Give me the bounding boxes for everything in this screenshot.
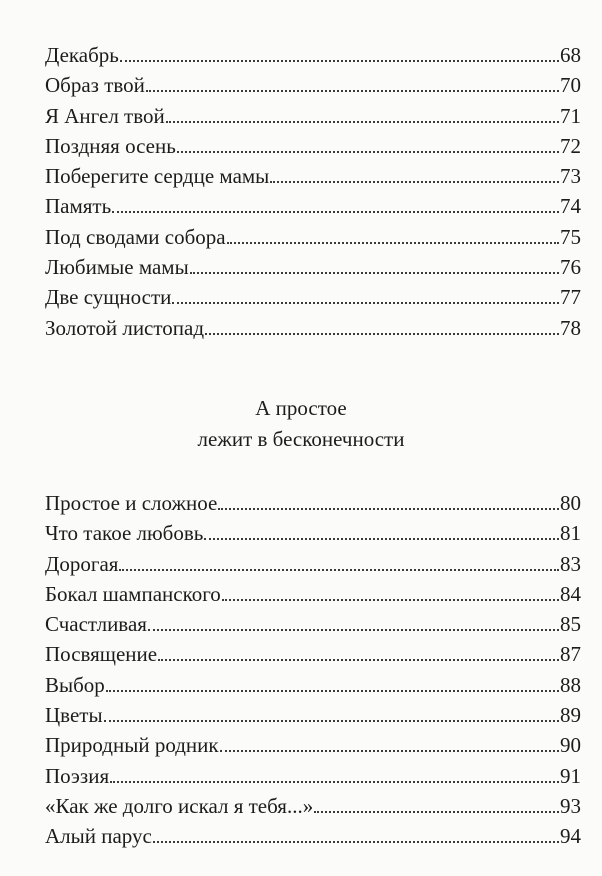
toc-dot-leader xyxy=(153,841,559,843)
section-heading-line2: лежит в бесконечности xyxy=(197,427,405,451)
toc-entry xyxy=(45,639,581,669)
toc-entry-page: 93 xyxy=(560,793,581,818)
toc-dot-leader xyxy=(222,599,559,601)
toc-dot-leader xyxy=(146,90,559,92)
toc-dot-leader xyxy=(112,211,559,213)
toc-entry xyxy=(45,791,581,821)
toc-entry-title: Поэзия xyxy=(45,763,110,788)
toc-entry-title: Золотой листопад xyxy=(45,315,205,340)
toc-entry-page: 68 xyxy=(560,43,581,67)
toc-entry-title: Любимые мамы xyxy=(45,255,189,280)
toc-dot-leader xyxy=(158,659,559,661)
toc-entry-title: Дорогая xyxy=(45,551,119,576)
toc-entry-title: Образ твой xyxy=(45,73,145,98)
toc-entry-title: Выбор xyxy=(45,672,105,697)
toc-entry xyxy=(45,131,581,161)
toc-dot-leader xyxy=(110,781,559,783)
toc-entry-page: 89 xyxy=(560,703,581,728)
toc-entry-title: Алый парус xyxy=(45,824,152,849)
toc-dot-leader xyxy=(120,60,559,62)
toc-entry xyxy=(45,161,581,191)
toc-entry-page: 80 xyxy=(560,491,581,515)
toc-entry-page: 85 xyxy=(560,612,581,637)
toc-entry xyxy=(45,488,581,518)
toc-list-part2 xyxy=(45,488,581,852)
toc-dot-leader xyxy=(172,302,559,304)
toc-entry-page: 84 xyxy=(560,581,581,606)
toc-entry xyxy=(45,579,581,609)
toc-dot-leader xyxy=(106,690,559,692)
toc-entry-page: 72 xyxy=(560,133,581,158)
toc-entry xyxy=(45,761,581,791)
toc-entry-title: Природный родник xyxy=(45,733,219,758)
toc-dot-leader xyxy=(227,242,559,244)
toc-entry-page: 75 xyxy=(560,224,581,249)
toc-dot-leader xyxy=(166,121,559,123)
toc-entry-title: Под сводами собора xyxy=(45,224,226,249)
toc-entry-title: Я Ангел твой xyxy=(45,103,165,128)
toc-entry-title: Что такое любовь xyxy=(45,521,204,546)
toc-entry xyxy=(45,40,581,70)
toc-entry xyxy=(45,70,581,100)
toc-entry-title: Поберегите сердце мамы xyxy=(45,164,270,189)
toc-dot-leader xyxy=(104,720,559,722)
toc-entry xyxy=(45,313,581,343)
toc-dot-leader xyxy=(270,181,559,183)
toc-entry-title: Память xyxy=(45,194,112,219)
toc-entry-page: 78 xyxy=(560,315,581,340)
toc-entry-title: Поздняя осень xyxy=(45,133,176,158)
toc-entry-page: 81 xyxy=(560,521,581,546)
toc-entry xyxy=(45,101,581,131)
toc-entry xyxy=(45,252,581,282)
toc-entry-page: 83 xyxy=(560,551,581,576)
toc-entry xyxy=(45,518,581,548)
toc-dot-leader xyxy=(119,569,559,571)
toc-entry-title: Две сущности xyxy=(45,285,172,310)
toc-entry xyxy=(45,191,581,221)
toc-entry-page: 77 xyxy=(560,285,581,310)
toc-entry-page: 73 xyxy=(560,164,581,189)
toc-entry-title: Посвящение xyxy=(45,642,158,667)
toc-entry xyxy=(45,670,581,700)
toc-dot-leader xyxy=(190,272,559,274)
toc-entry xyxy=(45,549,581,579)
toc-entry-page: 94 xyxy=(560,824,581,849)
toc-entry xyxy=(45,609,581,639)
toc-dot-leader xyxy=(148,629,559,631)
toc-entry-page: 87 xyxy=(560,642,581,667)
toc-dot-leader xyxy=(314,811,559,813)
section-heading xyxy=(0,393,602,455)
toc-dot-leader xyxy=(204,538,559,540)
toc-entry-page: 74 xyxy=(560,194,581,219)
toc-entry-page: 91 xyxy=(560,763,581,788)
toc-entry xyxy=(45,821,581,851)
toc-entry xyxy=(45,700,581,730)
toc-entry xyxy=(45,730,581,760)
toc-entry-page: 70 xyxy=(560,73,581,98)
toc-entry-page: 71 xyxy=(560,103,581,128)
toc-entry-title: Простое и сложное xyxy=(45,491,218,515)
toc-dot-leader xyxy=(218,508,559,510)
toc-entry-title: Бокал шампанского xyxy=(45,581,221,606)
toc-list-part1 xyxy=(45,40,581,343)
toc-entry xyxy=(45,222,581,252)
toc-entry-title: Счастливая xyxy=(45,612,147,637)
toc-dot-leader xyxy=(205,333,559,335)
toc-dot-leader xyxy=(177,151,559,153)
toc-entry-title: Декабрь xyxy=(45,43,119,67)
toc-entry xyxy=(45,282,581,312)
toc-entry-page: 90 xyxy=(560,733,581,758)
toc-entry-page: 76 xyxy=(560,255,581,280)
section-heading-line1: А простое xyxy=(255,396,347,420)
toc-entry-page: 88 xyxy=(560,672,581,697)
toc-entry-title: «Как же долго искал я тебя...» xyxy=(45,793,314,818)
toc-dot-leader xyxy=(220,750,559,752)
toc-entry-title: Цветы xyxy=(45,703,103,728)
